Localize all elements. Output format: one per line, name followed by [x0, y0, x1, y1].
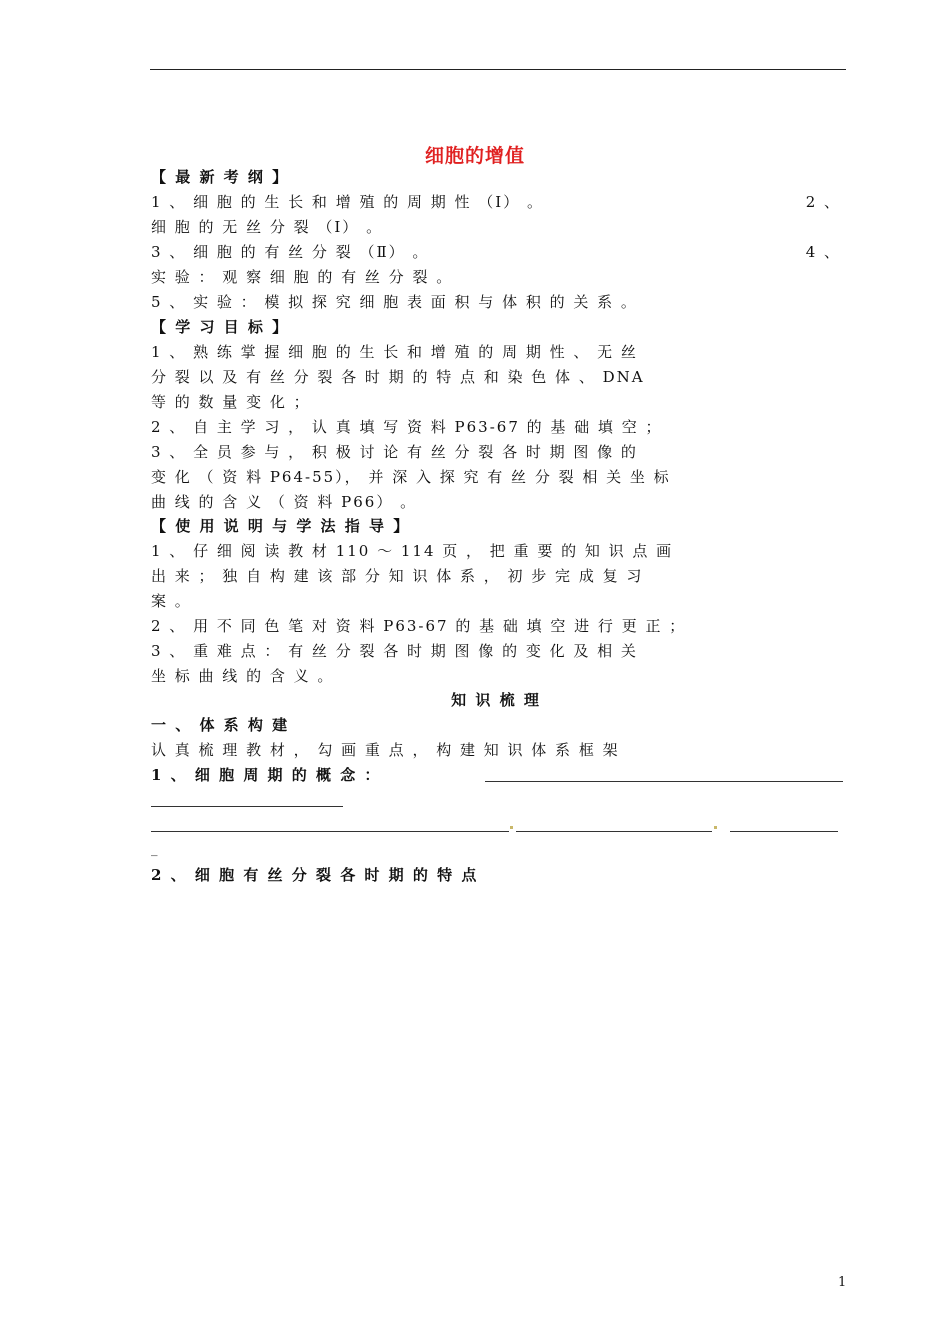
goal-line: 等 的 数 量 变 化 ；	[151, 393, 311, 411]
document-title: 细胞的增值	[424, 145, 525, 167]
goal-line: 1 、 熟 练 掌 握 细 胞 的 生 长 和 增 殖 的 周 期 性 、 无 丝	[151, 343, 638, 361]
goal-line: 3 、 全 员 参 与 ， 积 极 讨 论 有 丝 分 裂 各 时 期 图 像 的	[151, 443, 638, 461]
outline-line-3	[151, 242, 841, 262]
usage-line: 出 来 ； 独 自 构 建 该 部 分 知 识 体 系 ， 初 步 完 成 复 习	[151, 567, 644, 585]
usage-heading: 【 使 用 说 明 与 学 法 指 导 】	[151, 517, 411, 535]
goal-line: 曲 线 的 含 义 （ 资 料 P66） 。	[151, 493, 418, 511]
question-1-label: 1 、 细 胞 周 期 的 概 念 ：	[151, 766, 382, 784]
section-1-text: 认 真 梳 理 教 材 ， 勾 画 重 点 ， 构 建 知 识 体 系 框 架	[151, 741, 620, 759]
goal-line: 变 化 （ 资 料 P64-55）， 并 深 入 探 究 有 丝 分 裂 相 关 坐 标	[151, 468, 671, 486]
usage-line: 2 、 用 不 同 色 笔 对 资 料 P63-67 的 基 础 填 空 进 行 更 正 ；	[151, 617, 687, 635]
header-rule	[150, 69, 846, 70]
section-1-heading: 一 、 体 系 构 建	[151, 716, 290, 734]
usage-line: 1 、 仔 细 阅 读 教 材 110 ～ 114 页 ， 把 重 要 的 知 识 点 画	[151, 542, 674, 560]
outline-line-1	[151, 192, 841, 212]
outline-item-4: 实 验 ： 观 察 细 胞 的 有 丝 分 裂 。	[151, 268, 454, 286]
answer-blank[interactable]	[151, 792, 343, 807]
marker-dot	[510, 826, 513, 829]
outline-item-5: 5 、 实 验 ： 模 拟 探 究 细 胞 表 面 积 与 体 积 的 关 系 。	[151, 293, 638, 311]
answer-blank[interactable]	[485, 767, 843, 782]
outline-item-1: 1 、 细 胞 的 生 长 和 增 殖 的 周 期 性 （Ⅰ） 。	[151, 193, 544, 211]
goals-heading: 【 学 习 目 标 】	[151, 318, 290, 336]
answer-blank[interactable]	[516, 817, 712, 832]
outline-heading: 【 最 新 考 纲 】	[151, 168, 290, 186]
answer-blank[interactable]	[151, 817, 509, 832]
usage-line: 3 、 重 难 点 ： 有 丝 分 裂 各 时 期 图 像 的 变 化 及 相 关	[151, 642, 638, 660]
outline-item-3: 3 、 细 胞 的 有 丝 分 裂 （Ⅱ） 。	[151, 243, 430, 261]
outline-item-2-number: 2 、	[805, 193, 841, 211]
goal-line: 分 裂 以 及 有 丝 分 裂 各 时 期 的 特 点 和 染 色 体 、 DNA	[151, 368, 645, 386]
goal-line: 2 、 自 主 学 习 ， 认 真 填 写 资 料 P63-67 的 基 础 填 空 ；	[151, 418, 663, 436]
question-2-label: 2 、 细 胞 有 丝 分 裂 各 时 期 的 特 点	[151, 866, 479, 884]
outline-item-2: 细 胞 的 无 丝 分 裂 （Ⅰ） 。	[151, 218, 384, 236]
marker-dot	[714, 826, 717, 829]
usage-line: 坐 标 曲 线 的 含 义 。	[151, 667, 335, 685]
outline-item-4-number: 4 、	[805, 243, 841, 261]
knowledge-heading: 知 识 梳 理	[451, 691, 541, 709]
answer-blank[interactable]	[730, 817, 838, 832]
page-number: 1	[838, 1275, 847, 1290]
usage-line: 案 。	[151, 592, 192, 610]
answer-tail: _	[151, 842, 160, 857]
